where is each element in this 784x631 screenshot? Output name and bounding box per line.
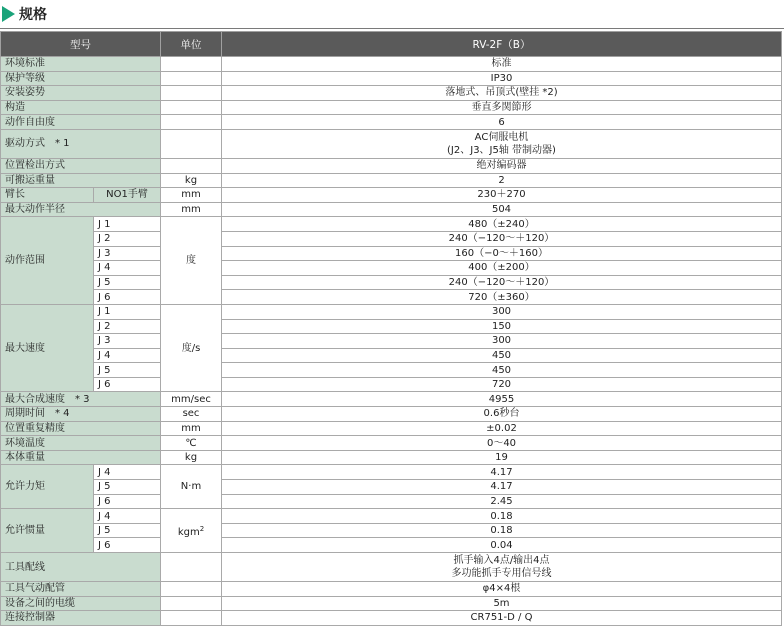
axis-label: J 5 <box>94 523 161 538</box>
row-value: 230＋270 <box>222 188 782 203</box>
row-label: 设备之间的电缆 <box>1 596 161 611</box>
section-title: 规格 <box>19 7 47 23</box>
row-label: 最大合成速度 * 3 <box>1 392 161 407</box>
row-value: 6 <box>222 115 782 130</box>
axis-label: J 1 <box>94 217 161 232</box>
axis-label: J 2 <box>94 231 161 246</box>
row-value: φ4×4根 <box>222 582 782 597</box>
spec-table <box>0 31 782 626</box>
table-row <box>1 611 782 626</box>
row-value: 400（±200） <box>222 261 782 276</box>
row-label: 本体重量 <box>1 450 161 465</box>
footnote-mark: * 4 <box>55 408 70 420</box>
table-header-row <box>1 32 782 57</box>
table-row <box>1 217 782 232</box>
row-value: 0.18 <box>222 523 782 538</box>
table-row <box>1 304 782 319</box>
table-row <box>1 100 782 115</box>
row-value: ±0.02 <box>222 421 782 436</box>
table-row <box>1 334 782 349</box>
row-unit: kg <box>161 173 222 188</box>
row-value: 160（−0～＋160） <box>222 246 782 261</box>
header-unit: 单位 <box>161 32 222 57</box>
header-model: 型号 <box>1 32 161 57</box>
table-row <box>1 246 782 261</box>
row-label: 工具配线 <box>1 553 161 582</box>
row-label: 连接控制器 <box>1 611 161 626</box>
row-value: 4.17 <box>222 480 782 495</box>
row-value: 抓手输入4点/输出4点 多功能抓手专用信号线 <box>222 553 782 582</box>
table-row <box>1 450 782 465</box>
row-value: 垂直多関節形 <box>222 100 782 115</box>
row-unit <box>161 129 222 158</box>
row-value: IP30 <box>222 71 782 86</box>
table-row <box>1 173 782 188</box>
row-value: 落地式、吊顶式(壁挂 *2) <box>222 86 782 101</box>
table-row <box>1 129 782 158</box>
row-value: 240（−120～＋120） <box>222 275 782 290</box>
row-value: 绝对编码器 <box>222 158 782 173</box>
row-value: 0～40 <box>222 436 782 451</box>
row-value: AC伺服电机 (J2、J3、J5轴 带制动器) <box>222 129 782 158</box>
axis-label: J 3 <box>94 334 161 349</box>
table-row <box>1 202 782 217</box>
table-row <box>1 407 782 422</box>
table-row <box>1 465 782 480</box>
table-row <box>1 71 782 86</box>
table-row <box>1 86 782 101</box>
axis-label: J 4 <box>94 261 161 276</box>
table-row <box>1 421 782 436</box>
row-label: 位置检出方式 <box>1 158 161 173</box>
table-row <box>1 392 782 407</box>
row-value: 2.45 <box>222 494 782 509</box>
header-value: RV-2F（B） <box>222 32 782 57</box>
row-label: 动作自由度 <box>1 115 161 130</box>
row-value: 450 <box>222 348 782 363</box>
row-label: 周期时间 * 4 <box>1 407 161 422</box>
table-row <box>1 494 782 509</box>
row-label: 环境温度 <box>1 436 161 451</box>
row-unit <box>161 86 222 101</box>
axis-label: J 5 <box>94 275 161 290</box>
axis-label: J 4 <box>94 465 161 480</box>
row-value: 450 <box>222 363 782 378</box>
row-label: 可搬运重量 <box>1 173 161 188</box>
row-label: 最大速度 <box>1 304 94 392</box>
axis-label: J 1 <box>94 304 161 319</box>
row-value: 300 <box>222 334 782 349</box>
row-value: 4.17 <box>222 465 782 480</box>
axis-label: J 3 <box>94 246 161 261</box>
row-label: 构造 <box>1 100 161 115</box>
row-value: 5m <box>222 596 782 611</box>
triangle-bullet-icon <box>2 6 15 22</box>
row-value: 2 <box>222 173 782 188</box>
row-unit: kgm$^2$ <box>161 509 222 553</box>
heading-divider <box>0 28 784 29</box>
row-unit <box>161 158 222 173</box>
table-row <box>1 363 782 378</box>
axis-label: J 4 <box>94 348 161 363</box>
row-unit: mm <box>161 421 222 436</box>
row-value: 504 <box>222 202 782 217</box>
row-value: 0.18 <box>222 509 782 524</box>
row-label: 位置重复精度 <box>1 421 161 436</box>
row-label: 驱动方式 * 1 <box>1 129 161 158</box>
footnote-mark: * 3 <box>75 393 90 405</box>
table-row <box>1 553 782 582</box>
table-row <box>1 275 782 290</box>
row-label: 工具气动配管 <box>1 582 161 597</box>
row-unit: N·m <box>161 465 222 509</box>
row-label: 动作范围 <box>1 217 94 305</box>
row-unit <box>161 71 222 86</box>
axis-label: J 2 <box>94 319 161 334</box>
table-row <box>1 231 782 246</box>
row-unit <box>161 115 222 130</box>
axis-label: J 5 <box>94 363 161 378</box>
row-value: 19 <box>222 450 782 465</box>
axis-label: J 6 <box>94 538 161 553</box>
row-unit: sec <box>161 407 222 422</box>
row-unit: kg <box>161 450 222 465</box>
row-unit: mm <box>161 202 222 217</box>
row-sublabel: NO1手臂 <box>94 188 161 203</box>
row-label: 保护等级 <box>1 71 161 86</box>
row-unit: 度/s <box>161 304 222 392</box>
row-value: CR751-D / Q <box>222 611 782 626</box>
row-value: 300 <box>222 304 782 319</box>
row-value: 720 <box>222 377 782 392</box>
table-row <box>1 188 782 203</box>
table-row <box>1 115 782 130</box>
row-unit: mm/sec <box>161 392 222 407</box>
table-row <box>1 57 782 72</box>
row-value: 4955 <box>222 392 782 407</box>
row-unit <box>161 57 222 72</box>
table-row <box>1 523 782 538</box>
table-row <box>1 582 782 597</box>
row-unit <box>161 582 222 597</box>
row-unit <box>161 611 222 626</box>
row-value: 480（±240） <box>222 217 782 232</box>
table-row <box>1 436 782 451</box>
row-label: 允许力矩 <box>1 465 94 509</box>
table-row <box>1 538 782 553</box>
row-unit: mm <box>161 188 222 203</box>
row-label: 最大动作半径 <box>1 202 161 217</box>
row-unit <box>161 100 222 115</box>
axis-label: J 6 <box>94 290 161 305</box>
table-row <box>1 509 782 524</box>
table-row <box>1 377 782 392</box>
row-label: 环境标准 <box>1 57 161 72</box>
row-label: 安装姿势 <box>1 86 161 101</box>
table-row <box>1 261 782 276</box>
axis-label: J 6 <box>94 377 161 392</box>
row-unit <box>161 553 222 582</box>
axis-label: J 6 <box>94 494 161 509</box>
table-row <box>1 480 782 495</box>
row-value: 720（±360） <box>222 290 782 305</box>
footnote-mark: * 1 <box>55 138 70 150</box>
row-unit: 度 <box>161 217 222 305</box>
row-value: 150 <box>222 319 782 334</box>
table-row <box>1 319 782 334</box>
table-row <box>1 348 782 363</box>
row-unit <box>161 596 222 611</box>
row-label: 允许惯量 <box>1 509 94 553</box>
row-value: 标准 <box>222 57 782 72</box>
row-unit: ℃ <box>161 436 222 451</box>
row-value: 0.04 <box>222 538 782 553</box>
row-label: 臂长 <box>1 188 94 203</box>
row-value: 240（−120～＋120） <box>222 231 782 246</box>
table-row <box>1 290 782 305</box>
table-row <box>1 596 782 611</box>
axis-label: J 4 <box>94 509 161 524</box>
row-value: 0.6秒台 <box>222 407 782 422</box>
table-row <box>1 158 782 173</box>
axis-label: J 5 <box>94 480 161 495</box>
section-heading <box>0 0 784 28</box>
